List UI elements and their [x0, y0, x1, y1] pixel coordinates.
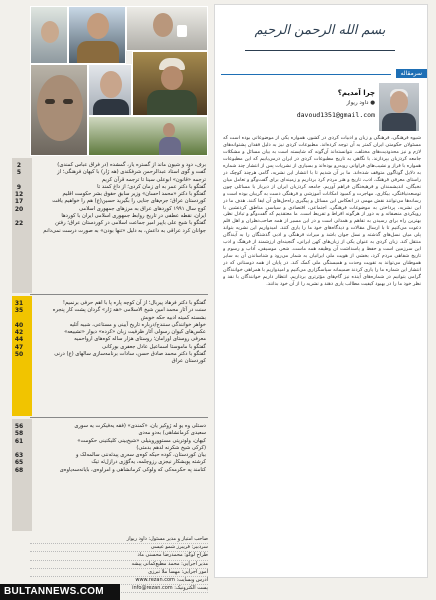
toc-page-number: 40 [14, 321, 24, 329]
toc-item-title: برف، دود و شیون ماند از گستره یار، گمشده (در فراق عباس کمندی) [57, 162, 206, 168]
toc-page-number: 56 [14, 423, 24, 430]
photo-woman-portrait [30, 6, 68, 64]
toc-item-title: گفتگو با دکتر «محمد احسان» وزیر سابق حقوق بشر حکومت اقلیم [62, 191, 206, 198]
credit-email: پست الکترونیک: info@rezan.com [30, 585, 208, 593]
toc-divider [30, 294, 208, 295]
article-body [223, 135, 421, 575]
toc-item[interactable] [14, 459, 208, 467]
bismillah-text: بسم الله الرحمن الرحيم [254, 23, 386, 38]
photo-man-with-scarf [68, 6, 126, 64]
watermark-footer [0, 584, 120, 600]
toc-group-articles [14, 162, 208, 235]
photo-woman-in-garden [88, 116, 208, 156]
article-author: ● داود ریواز [346, 100, 375, 106]
toc-page-number: 35 [14, 307, 24, 315]
toc-item-title: دستلی وه یو له ژوکیر یان، «کمندی» (فقه یه‌فیکرت یه سوری [74, 423, 206, 429]
toc-item-title: کتا‌مند په حکرمه‌کی که ولوکی کرمانشاهی و امراوه‌ی، بایانه‌سه‌یاوه‌ی [59, 466, 206, 473]
toc-item[interactable] [14, 336, 208, 344]
toc-item-title: ایران، نقطه عطفی در تاریخ روابط جمهوری اسلامی ایران با کوردها [61, 213, 206, 220]
toc-item-title: گفتگو با دکتر عمر به ای زمان کردی؛ از داغ کمند تا [97, 183, 206, 190]
author-photo [379, 83, 419, 131]
toc-item-title: بیان کوردستان، کوده حیکه کوه‌ی سه‌ری پیدئه‌ننی سالمه‌لک و [75, 452, 206, 459]
author-email[interactable]: davoud1351@gmail.com [296, 111, 375, 119]
toc-item-title: گفتگو با شیخ علی باپیر امیر جماعت اسلامی در کوردستان عراق؛ رفتن [55, 220, 206, 227]
toc-item-title: (کرکی شیخ شکرنه لدهم بدمتی) [136, 444, 206, 451]
toc-page-number: 61 [14, 437, 24, 445]
toc-item-title: کوردستان عراق؛ جرم‌های جنایی را بگیرید حسین(ع) هم را خواهیم یافت [52, 198, 206, 205]
credit-website: آدرس وبسایت: www.rezan.com [30, 577, 208, 585]
section-label: سرمقاله [396, 69, 427, 78]
toc-item-title: معرفی روستای اورامان؛ روستای هزار ساله کوه‌های ارواحمیه [74, 336, 206, 343]
toc-item[interactable] [14, 437, 208, 445]
credit-line: سردبیر: فریبرز شمو عیسی [30, 544, 208, 552]
toc-item-title: عکس‌های کیوان رسولی آثار ظرفیت زبان «کرده» دیوار «تشییعه» [64, 329, 206, 336]
toc-item[interactable] [14, 307, 208, 315]
photo-old-man-closeup [30, 64, 88, 156]
toc-item-title: ترجمه «قانون» ابوعلی سینا تا ترجمه قرآن کریم [101, 176, 206, 183]
article-body-text: شیوه فرهنگی، فرهنگی و زبان و ادبیات کردی در کشور، همواره یکی از موضوعاتی بوده است که مسئولان حکومتی ایران کمتر به آن توجه کرده‌اند. مطبوعات کردی نیز به دلیل فقدان پشتوانه‌های لازم و نیز محدودیت‌های مختلف، نتوانسته‌اند آن‌گونه که شایسته است به بیان مسائل و مشکلات جامعه کردزبان بپردازند. با نگاهی به تاریخ مطبوعات کردی در ایران درمی‌یابیم که این مطبوعات همواره با فراز و نشیب‌های فراوانی روبه‌رو بوده‌اند و بسیاری از نشریات پس از انتشار چند شماره به دلایل گوناگون متوقف شده‌اند. ما بر آن شدیم تا با انتشار این نشریه، گامی هرچند کوچک در راستای معرفی فرهنگ، ادب، تاریخ و هنر مردم کرد برداریم و زمینه‌ای برای گفت‌وگو و تعامل میان نخبگان، اندیشمندان و فرهیختگان فراهم آوریم. جامعه کردزبان ایران از دیرباز با مسائلی چون توسعه‌نیافتگی، بیکاری، مهاجرت و کمبود امکانات آموزشی و فرهنگی دست به گریبان بوده است و رسانه‌ها می‌توانند نقش مهمی در انعکاس این مسائل و پیگیری راه‌حل‌های آن ایفا کنند. هدف ما در این نشریه، پرداختن به موضوعات فرهنگی، اجتماعی، اقتصادی و سیاسی مناطق کردنشین با رویکردی منصفانه و به دور از هرگونه افراط و تفریط است. ما معتقدیم که گفت‌وگو و تبادل نظر، بهترین راه برای رسیدن به تفاهم و همدلی است و در این مسیر از همه صاحب‌نظران و اهل قلم دعوت می‌کنیم تا با ارسال مقالات و دیدگاه‌های خود ما را یاری کنند. امیدواریم این نشریه بتواند پلی میان نسل‌های گذشته و نسل جوان باشد و میراث فرهنگی و ادبی گذشتگان را به آیندگان منتقل کند. زبان کردی به عنوان یکی از زبان‌های کهن ایرانی، گنجینه‌ای ارزشمند از فرهنگ و ادب این سرزمین است و حفظ و پاسداشت آن وظیفه همه ماست. شعر، موسیقی، آداب و رسوم و تاریخ شفاهی مردم کرد، بخشی از هویت ملی ایرانیان به شمار می‌رود و شناساندن آن به سایر هموطنان می‌تواند به تقویت وحدت و همبستگی ملی کمک کند. در پایان از همه دوستانی که در انتشار این شماره ما را یاری کردند صمیمانه سپاسگزاری می‌کنیم و امیدواریم با همراهی خوانندگان گرامی بتوانیم در شماره‌های آینده نیز گام‌های مؤثرتری برداریم. انتظار داریم خوانندگان با نقد و نظر خود ما را در بهبود کیفیت مطالب یاری دهند و نشریه را از آن خود بدانند. [223, 135, 421, 288]
toc-item[interactable] [14, 205, 208, 213]
editorial-column [214, 4, 428, 578]
toc-item[interactable] [30, 228, 208, 235]
toc-page-number: 22 [14, 220, 24, 228]
credit-line: مدیر اجرایی: محمد مطیع‌کمانی پیشه [30, 561, 208, 569]
credit-line: صاحب امتیاز و مدیر مسئول: داود ریواز [30, 536, 208, 544]
toc-page-number: 20 [14, 205, 24, 213]
toc-divider [30, 417, 208, 418]
toc-item[interactable] [14, 343, 208, 351]
toc-item-title: جوانان کرد عراقی به داعش، به دلیل «تنها بودن» به صورت درست نمی‌دانم [43, 227, 206, 234]
toc-page-number: 17 [14, 198, 24, 206]
toc-item-title: بشسته کمیته ادبیه حکه خوبش [140, 314, 206, 321]
photo-man-in-turban [132, 51, 208, 116]
toc-item[interactable] [30, 315, 208, 322]
credit-line: طراح لوگو: محمدرضا محسنی ماد [30, 552, 208, 560]
toc-page-number: 5 [16, 169, 22, 177]
toc-page-number: 63 [14, 452, 24, 460]
toc-page-number: 2 [16, 162, 22, 169]
toc-item[interactable] [14, 430, 208, 438]
toc-item[interactable] [14, 466, 208, 474]
toc-page-number: 50 [14, 351, 24, 359]
toc-item[interactable] [14, 351, 208, 359]
toc-page-number: 42 [14, 329, 24, 337]
toc-item-title: گفتگو با دکتر فرهاد پیربال؛ از آن کوچه پاره پا با اهم حرفی برنمیم! [62, 300, 206, 306]
photo-man-with-cup [126, 6, 208, 51]
toc-item-title: خواهر خوانندگی سنندج/درباره تاریخ آیینی و مستاعی، شبیه آتلیه [69, 321, 206, 328]
toc-item-title: کوچ سال ۱۹۹۱ کوردهای عراق به مرزهای جمهوری اسلامی [79, 205, 206, 212]
toc-group-culture [14, 300, 208, 366]
toc-item-title: کیهان، ولوتریتی مستووروینیلی «شیخ‌بینی کلیکتینی حکومت» [77, 437, 206, 444]
toc-page-number: 65 [14, 459, 24, 467]
toc-page-number: 44 [14, 336, 24, 344]
toc-item[interactable] [30, 177, 208, 184]
calligraphy-underline [245, 50, 395, 51]
credit-line: امور اجرایی: مهسا ملا تبرزی [30, 569, 208, 577]
toc-page-number: 9 [16, 183, 22, 191]
cover-photo-collage [30, 6, 208, 156]
article-title: چرا آمدیم؟ [337, 89, 375, 97]
toc-item-title: سنت در آثار محمد امین شیخ الاسلامی «هه ژار» گردان پشت کار پنجره [52, 307, 206, 314]
bismillah-calligraphy [225, 23, 415, 53]
toc-item[interactable] [14, 220, 208, 228]
watermark-text: BULTANNEWS.COM [4, 586, 104, 597]
toc-item[interactable] [14, 198, 208, 206]
toc-item-title: سعیدی کرمانشاهی) به‌دو مه‌دی [138, 430, 206, 437]
toc-page-number: 68 [14, 466, 24, 474]
toc-item[interactable] [14, 423, 208, 430]
toc-item-title: کوردستان عراق [171, 358, 206, 365]
toc-page-number: 31 [14, 300, 24, 307]
toc-page-number: 58 [14, 430, 24, 438]
section-rule [221, 74, 391, 75]
toc-item[interactable] [16, 169, 208, 177]
toc-item-title: گفتگو با ماموستا اسماعیل عادل جعفری بورکانی [102, 343, 206, 350]
toc-item[interactable] [30, 358, 208, 365]
photo-man-with-glasses [88, 64, 132, 116]
toc-page-number: 12 [14, 191, 24, 199]
toc-item-title: کرشته پویشکار نیجزی رزوچلمه، یه‌گۆزی درازل‌ئه تیک [91, 459, 206, 466]
toc-item[interactable] [14, 329, 208, 337]
toc-page-number: 47 [14, 343, 24, 351]
toc-group-kurdish [14, 423, 208, 474]
toc-item-title: گفتگو با دکتر محمد صادق حسن، سادات برنامه‌سازی سالهای (ع) درنی [54, 351, 206, 358]
toc-item-title: گفت و گوی استاد عبدالرحمن شرفکندی (هه ژار) با کیهان فرهنگی؛ از [57, 169, 206, 176]
